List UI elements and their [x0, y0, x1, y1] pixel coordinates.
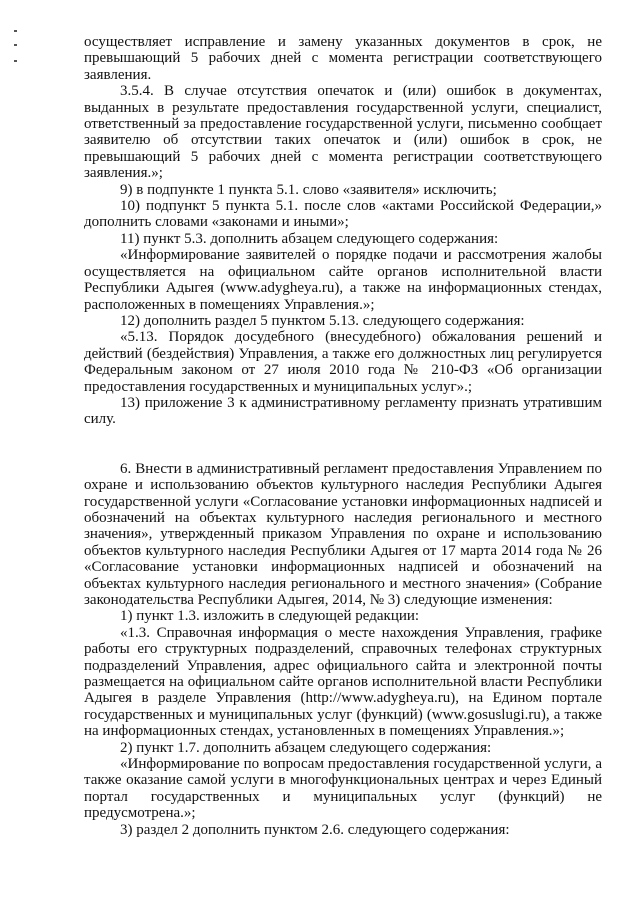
paragraph-item-11: 11) пункт 5.3. дополнить абзацем следующего содержания: — [120, 230, 499, 247]
paragraph-section-6-item-2: 2) пункт 1.7. дополнить абзацем следующего содержания: — [120, 739, 492, 756]
paragraph-item-9: 9) в подпункте 1 пункта 5.1. слово «заявителя» исключить; — [120, 181, 497, 198]
paragraph-item-12-quote: «5.13. Порядок досудебного (внесудебного) обжалования решений и действий (бездействия) Управления, а также его должностных лиц регулируется Федеральным законом от 27 июля 2010 года № 210-ФЗ «Об организации предоставления государственных и муниципальных услуг».; — [84, 329, 602, 395]
paragraph-3-5-4: 3.5.4. В случае отсутствия опечаток и (или) ошибок в документах, выданных в результате предоставления государственной услуги, специалист, ответственный за предоставление государственной услуги, письменно сообщает заявителю об отсутствии таких опечаток и (или) ошибок в срок, не превышающий 5 рабочих дней с момента регистрации соответствующего заявления.»; — [84, 83, 602, 182]
paragraph-section-6-item-2-quote: «Информирование по вопросам предоставления государственной услуги, а также оказание самой услуги в многофункциональных центрах и через Единый портал государственных и муниципальных услуг (функций) не предусмотрена.»; — [84, 756, 602, 822]
scan-margin-marks — [14, 30, 22, 70]
section-gap — [84, 428, 602, 461]
paragraph-item-12: 12) дополнить раздел 5 пунктом 5.13. следующего содержания: — [120, 312, 525, 329]
paragraph-section-6: 6. Внести в административный регламент предоставления Управлением по охране и использованию объектов культурного наследия Республики Адыгея государственной услуги «Согласование установки информационных надписей и обозначений на объектах культурного наследия регионального и местного значения», утвержденный приказом Управления по охране и использованию объектов культурного наследия Республики Адыгея от 17 марта 2014 года № 26 «Согласование установки информационных надписей и обозначений на объектах культурного наследия регионального и местного значения» (Собрание законодательства Республики Адыгея, 2014, № 3) следующие изменения: — [84, 460, 602, 608]
paragraph-1: осуществляет исправление и замену указанных документов в срок, не превышающий 5 рабочих дней с момента регистрации соответствующего заявления. — [84, 34, 602, 83]
paragraph-item-11-quote: «Информирование заявителей о порядке подачи и рассмотрения жалобы осуществляется на официальном сайте органов исполнительной власти Республики Адыгея (www.adygheya.ru), а также на информационных стендах, расположенных в помещениях Управления.»; — [84, 247, 602, 313]
document-body — [84, 34, 602, 838]
paragraph-item-10: 10) подпункт 5 пункта 5.1. после слов «актами Российской Федерации,» дополнить словами «законами и иными»; — [84, 198, 602, 231]
paragraph-item-13: 13) приложение 3 к административному регламенту признать утратившим силу. — [84, 394, 602, 428]
paragraph-section-6-item-1-quote: «1.3. Справочная информация о месте нахождения Управления, графике работы его структурных подразделений, справочных телефонах структурных подразделений Управления, адрес официального сайта и электронной почты размещается на официальном сайте органов исполнительной власти Республики Адыгея в разделе Управления (http://www.adygheya.ru), на Едином портале государственных и муниципальных услуг (функций) (www.gosuslugi.ru), а также на информационных стендах, установленных в помещениях Управления.»; — [84, 624, 602, 740]
paragraph-section-6-item-1: 1) пункт 1.3. изложить в следующей редакции: — [120, 608, 420, 625]
paragraph-section-6-item-3: 3) раздел 2 дополнить пунктом 2.6. следующего содержания: — [120, 821, 510, 838]
